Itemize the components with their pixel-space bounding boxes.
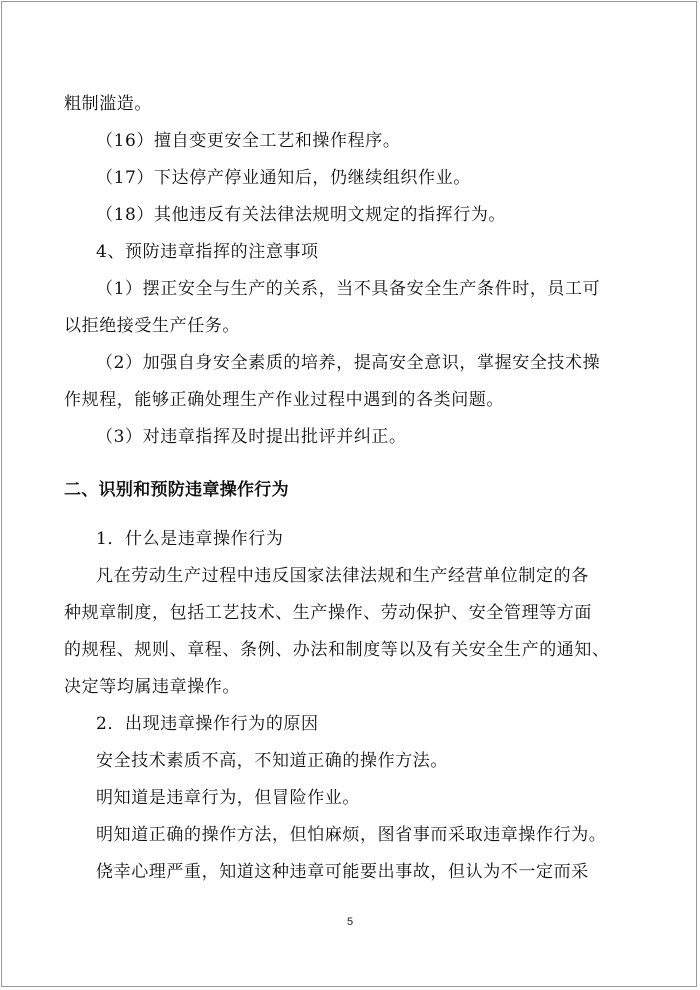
list-item-16: （16）擅自变更安全工艺和操作程序。	[96, 131, 401, 151]
subheading-prevention-notes: 4、预防违章指挥的注意事项	[96, 242, 319, 262]
paragraph-2-line-1: （2）加强自身安全素质的培养，提高安全意识，掌握安全技术操	[96, 353, 601, 373]
definition-line-3: 的规程、规则、章程、条例、办法和制度等以及有关安全生产的通知、	[64, 640, 610, 660]
section-heading-2: 二、识别和预防违章操作行为	[64, 480, 289, 500]
page-number: 5	[346, 916, 354, 928]
cause-4: 侥幸心理严重，知道这种违章可能要出事故，但认为不一定而采	[96, 862, 589, 882]
subheading-causes: 2．出现违章操作行为的原因	[96, 714, 319, 734]
definition-line-4: 决定等均属违章操作。	[64, 677, 240, 697]
cause-2: 明知道是违章行为，但冒险作业。	[96, 788, 360, 808]
paragraph-1-line-1: （1）摆正安全与生产的关系，当不具备安全生产条件时，员工可	[96, 279, 601, 299]
list-item-18: （18）其他违反有关法律法规明文规定的指挥行为。	[96, 205, 507, 225]
subheading-what-is-violation: 1．什么是违章操作行为	[96, 529, 284, 549]
list-item-17: （17）下达停产停业通知后，仍继续组织作业。	[96, 168, 471, 188]
definition-line-2: 种规章制度，包括工艺技术、生产操作、劳动保护、安全管理等方面	[64, 603, 592, 623]
paragraph-3: （3）对违章指挥及时提出批评并纠正。	[96, 427, 407, 447]
cause-1: 安全技术素质不高，不知道正确的操作方法。	[96, 751, 448, 771]
text-line-continuation: 粗制滥造。	[64, 94, 152, 114]
definition-line-1: 凡在劳动生产过程中违反国家法律法规和生产经营单位制定的各	[96, 566, 589, 586]
paragraph-2-line-2: 作规程，能够正确处理生产作业过程中遇到的各类问题。	[64, 390, 504, 410]
paragraph-1-line-2: 以拒绝接受生产任务。	[64, 316, 240, 336]
cause-3: 明知道正确的操作方法，但怕麻烦，图省事而采取违章操作行为。	[96, 825, 607, 845]
